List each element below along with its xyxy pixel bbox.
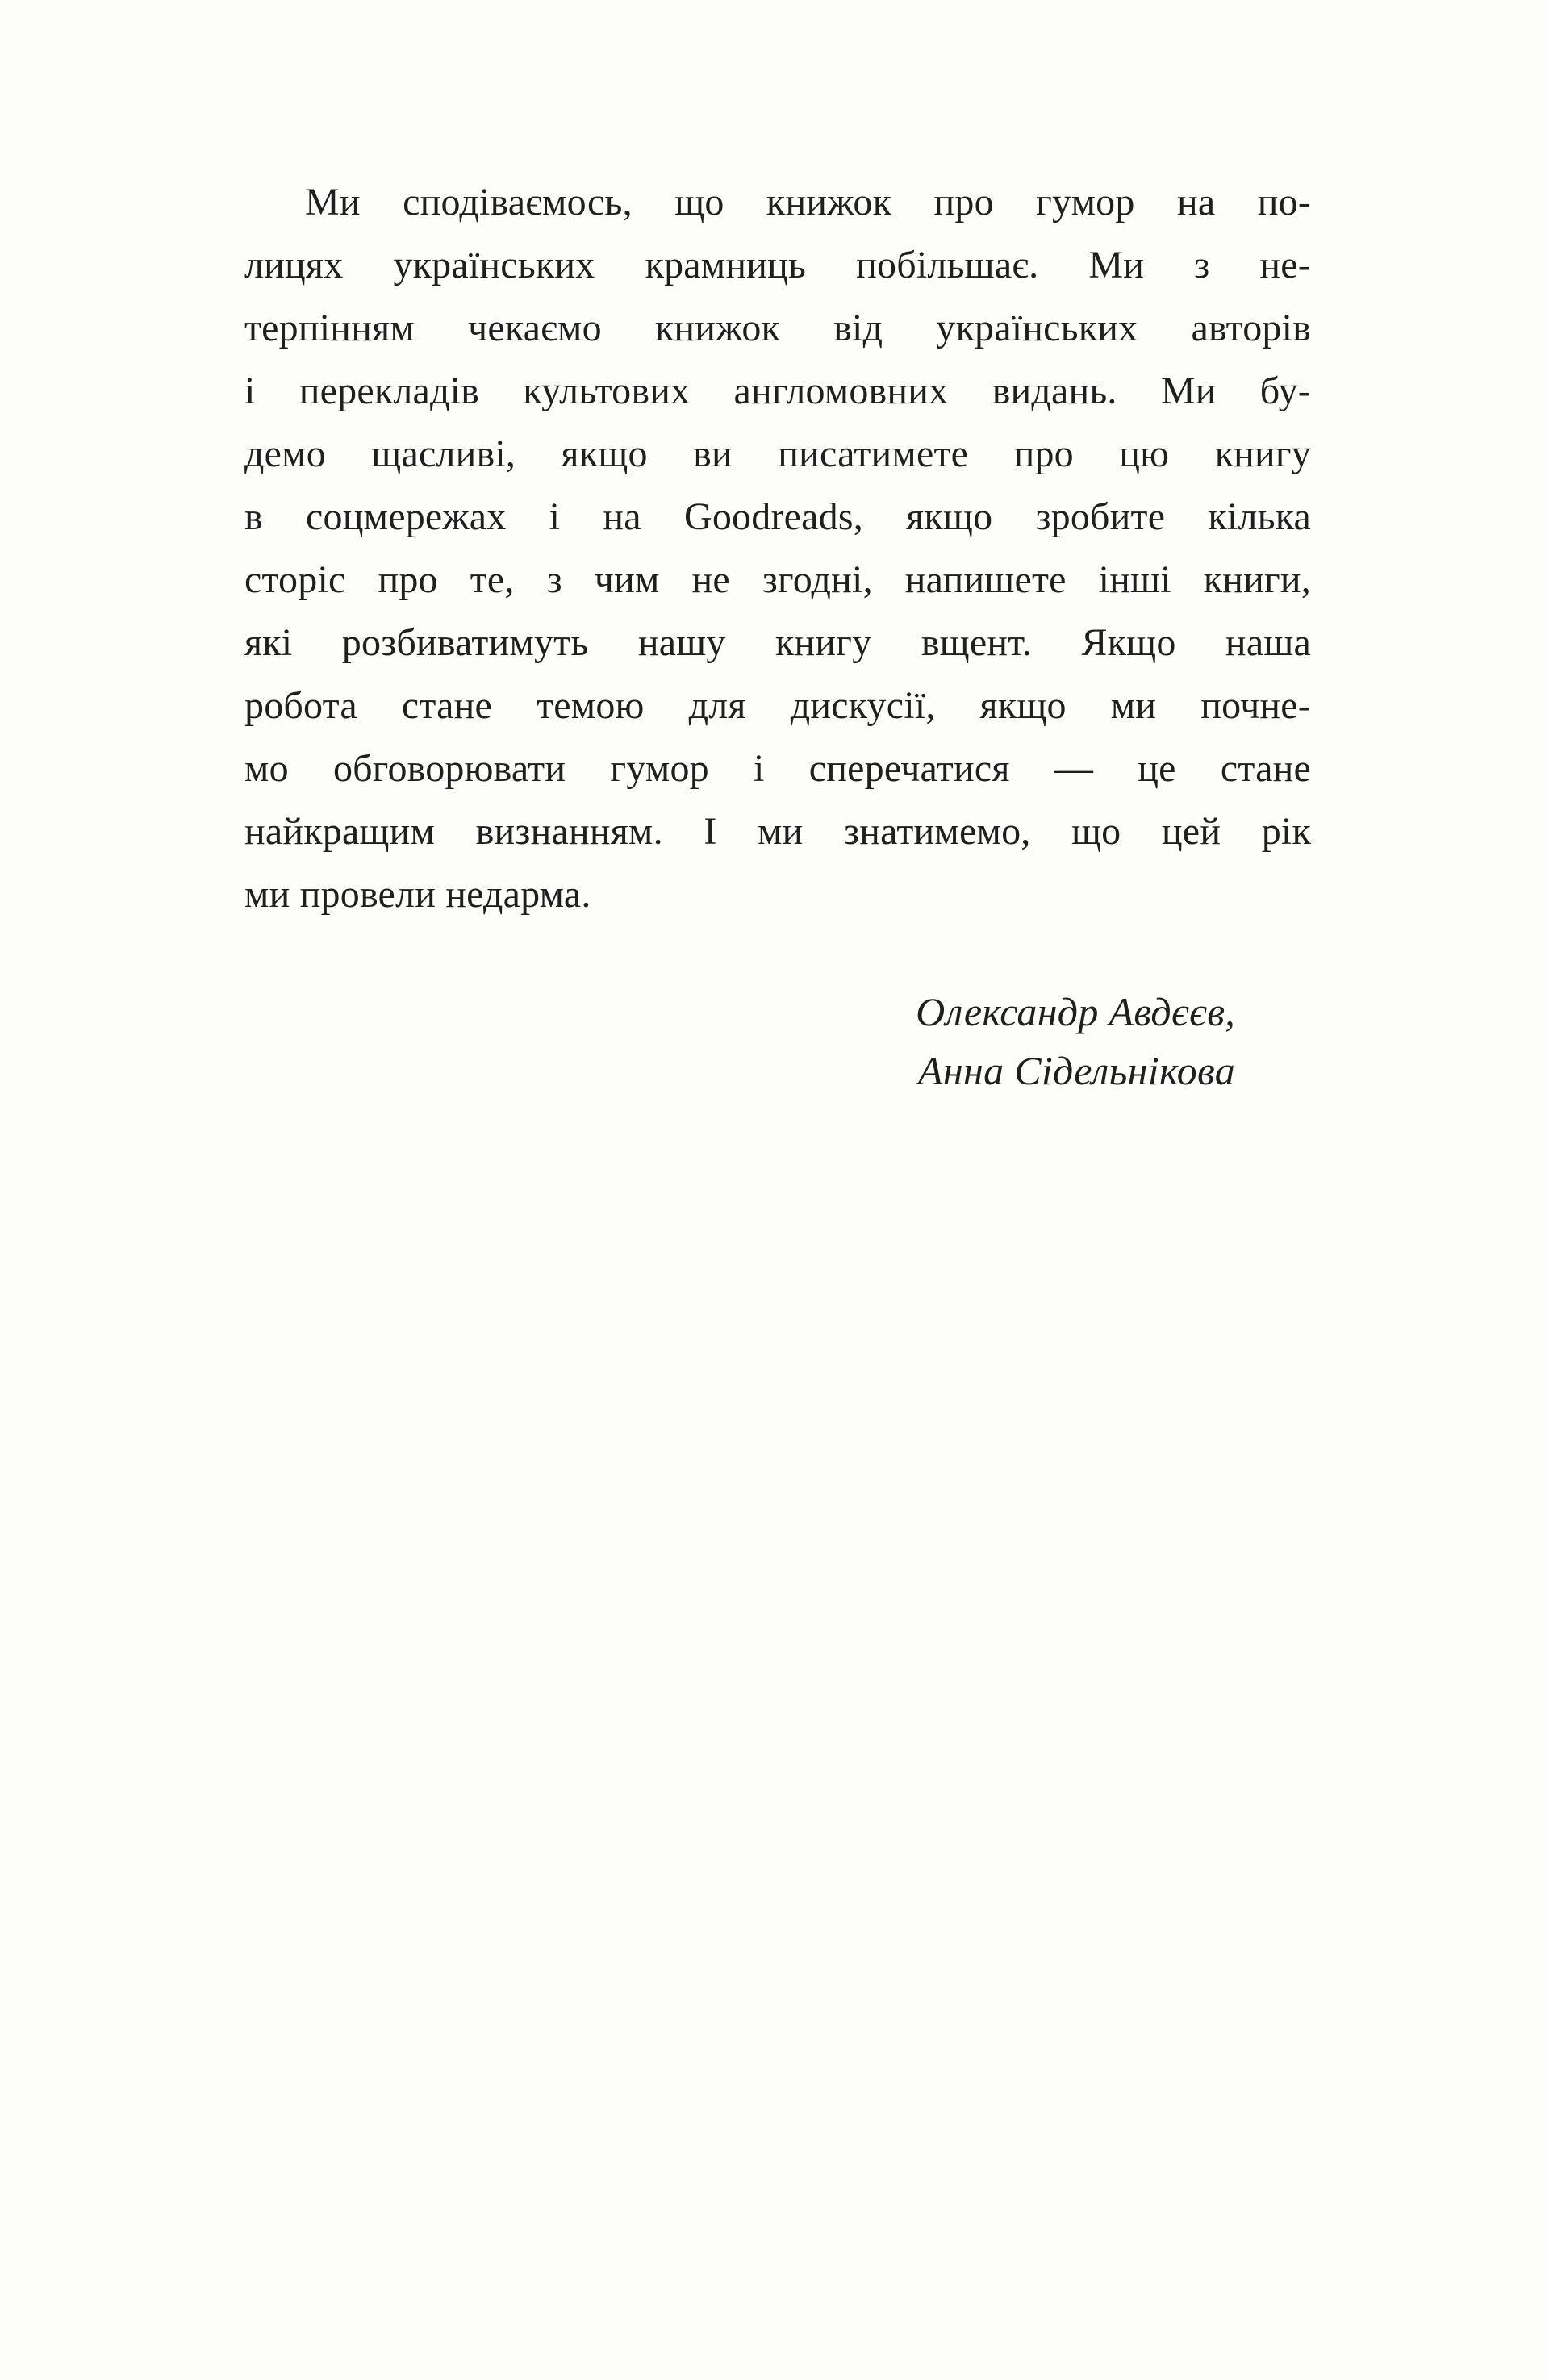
paragraph-line: Ми сподіваємось, що книжок про гумор на по- — [305, 181, 1311, 223]
paragraph-line: сторіс про те, з чим не згодні, напишете інші книги, — [244, 558, 1311, 601]
paragraph-line: які розбиватимуть нашу книгу вщент. Якщо наша — [244, 621, 1311, 664]
paragraph-line: демо щасливі, якщо ви писатимете про цю книгу — [244, 432, 1311, 475]
paragraph-line: лицях українських крамниць побільшає. Ми з не- — [244, 244, 1311, 286]
paragraph-line: мо обговорювати гумор і сперечатися — це стане — [244, 747, 1311, 790]
signature-author-2: Анна Сідельнікова — [918, 1048, 1235, 1093]
paragraph-line: ми провели недарма. — [244, 873, 591, 916]
signature-author-1: Олександр Авдєєв, — [916, 989, 1235, 1034]
authors-signature — [244, 983, 1235, 1100]
paragraph-line: в соцмережах і на Goodreads, якщо зробите кілька — [244, 495, 1311, 538]
paragraph-line: і перекладів культових англомовних видань. Ми бу- — [244, 370, 1311, 412]
paragraph-line: робота стане темою для дискусії, якщо ми почне- — [244, 684, 1311, 727]
paragraph-line: терпінням чекаємо книжок від українських авторів — [244, 307, 1311, 349]
body-paragraph — [244, 171, 1311, 926]
paragraph-line: найкращим визнанням. І ми знатимемо, що цей рік — [244, 810, 1311, 853]
